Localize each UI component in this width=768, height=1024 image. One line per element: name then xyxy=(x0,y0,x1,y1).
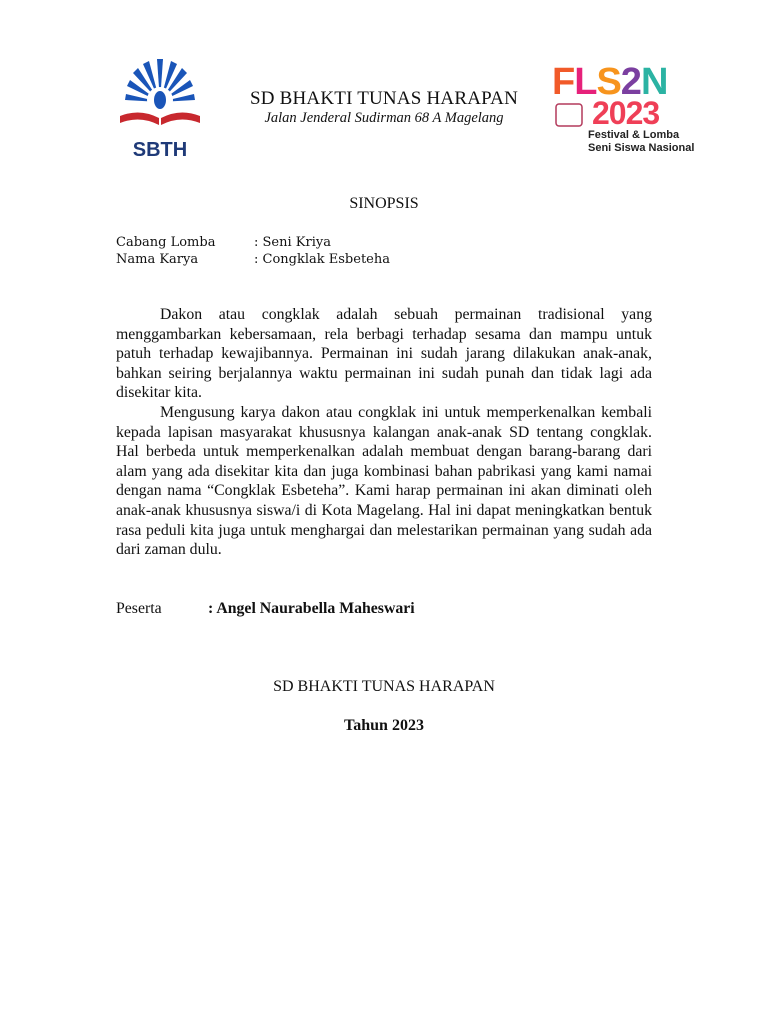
meta-row-cabang xyxy=(116,234,390,251)
school-logo xyxy=(112,58,208,164)
festival-logo-year: 2023 xyxy=(592,95,660,131)
festival-logo-letter: L xyxy=(574,61,597,103)
participant-label: Peserta xyxy=(116,600,162,617)
paragraph-2: Mengusung karya dakon atau congklak ini untuk memperkenalkan kembali kepada lapisan masyarakat khususnya kalangan anak-anak SD tentang congklak. Hal berbeda untuk memperkenalkan adalah membuat dengan barang-barang dari alam yang ada disekitar kita dan juga kombinasi bahan pabrikasi yang kami namai dengan nama “Congklak Esbeteha”. Kami harap permainan ini akan diminati oleh anak-anak khususnya siswa/i di Kota Magelang. Hal ini dapat meningkatkan bentuk rasa peduli kita juga untuk menghargai dan melestarikan permainan yang sudah ada dari zaman dulu. xyxy=(116,403,652,559)
paragraph-1: Dakon atau congklak adalah sebuah permainan tradisional yang menggambarkan kebersamaan, rela berbagi terhadap sesama dan mampu untuk patuh terhadap kewajibannya. Permainan ini sudah jarang dilakukan anak-anak, bahkan seiring berjalannya waktu permainan ini sudah punah dan tidak lagi ada disekitar kita. xyxy=(116,306,652,402)
festival-logo-letter: 2 xyxy=(620,61,641,103)
school-address: Jalan Jenderal Sudirman 68 A Magelang xyxy=(264,110,504,126)
meta-label: Cabang Lomba xyxy=(116,235,216,250)
book-icon xyxy=(120,112,159,125)
participant-line xyxy=(116,600,415,618)
meta-row-karya xyxy=(116,251,390,268)
meta-value: : Seni Kriya xyxy=(254,235,331,250)
document-title: SINOPSIS xyxy=(349,195,419,212)
school-logo-text: SBTH xyxy=(132,139,188,161)
festival-logo-line2: Seni Siswa Nasional xyxy=(588,142,695,154)
festival-logo-letter: F xyxy=(552,61,575,103)
participant-name: : Angel Naurabella Maheswari xyxy=(208,600,415,617)
meta-label: Nama Karya xyxy=(116,252,199,267)
synopsis-body xyxy=(116,305,652,560)
festival-logo-letter: N xyxy=(640,61,668,103)
school-name: SD BHAKTI TUNAS HARAPAN xyxy=(249,88,518,109)
festival-logo-letter: S xyxy=(596,61,621,103)
meta-block xyxy=(116,234,390,268)
footer-school-name: SD BHAKTI TUNAS HARAPAN xyxy=(273,678,495,695)
meta-value: : Congklak Esbeteha xyxy=(254,252,390,267)
footer-year: Tahun 2023 xyxy=(344,717,424,734)
festival-logo xyxy=(548,58,696,158)
mini-badge-icon xyxy=(556,104,582,126)
festival-logo-line1: Festival & Lomba xyxy=(588,129,680,141)
flame-icon xyxy=(154,91,166,109)
